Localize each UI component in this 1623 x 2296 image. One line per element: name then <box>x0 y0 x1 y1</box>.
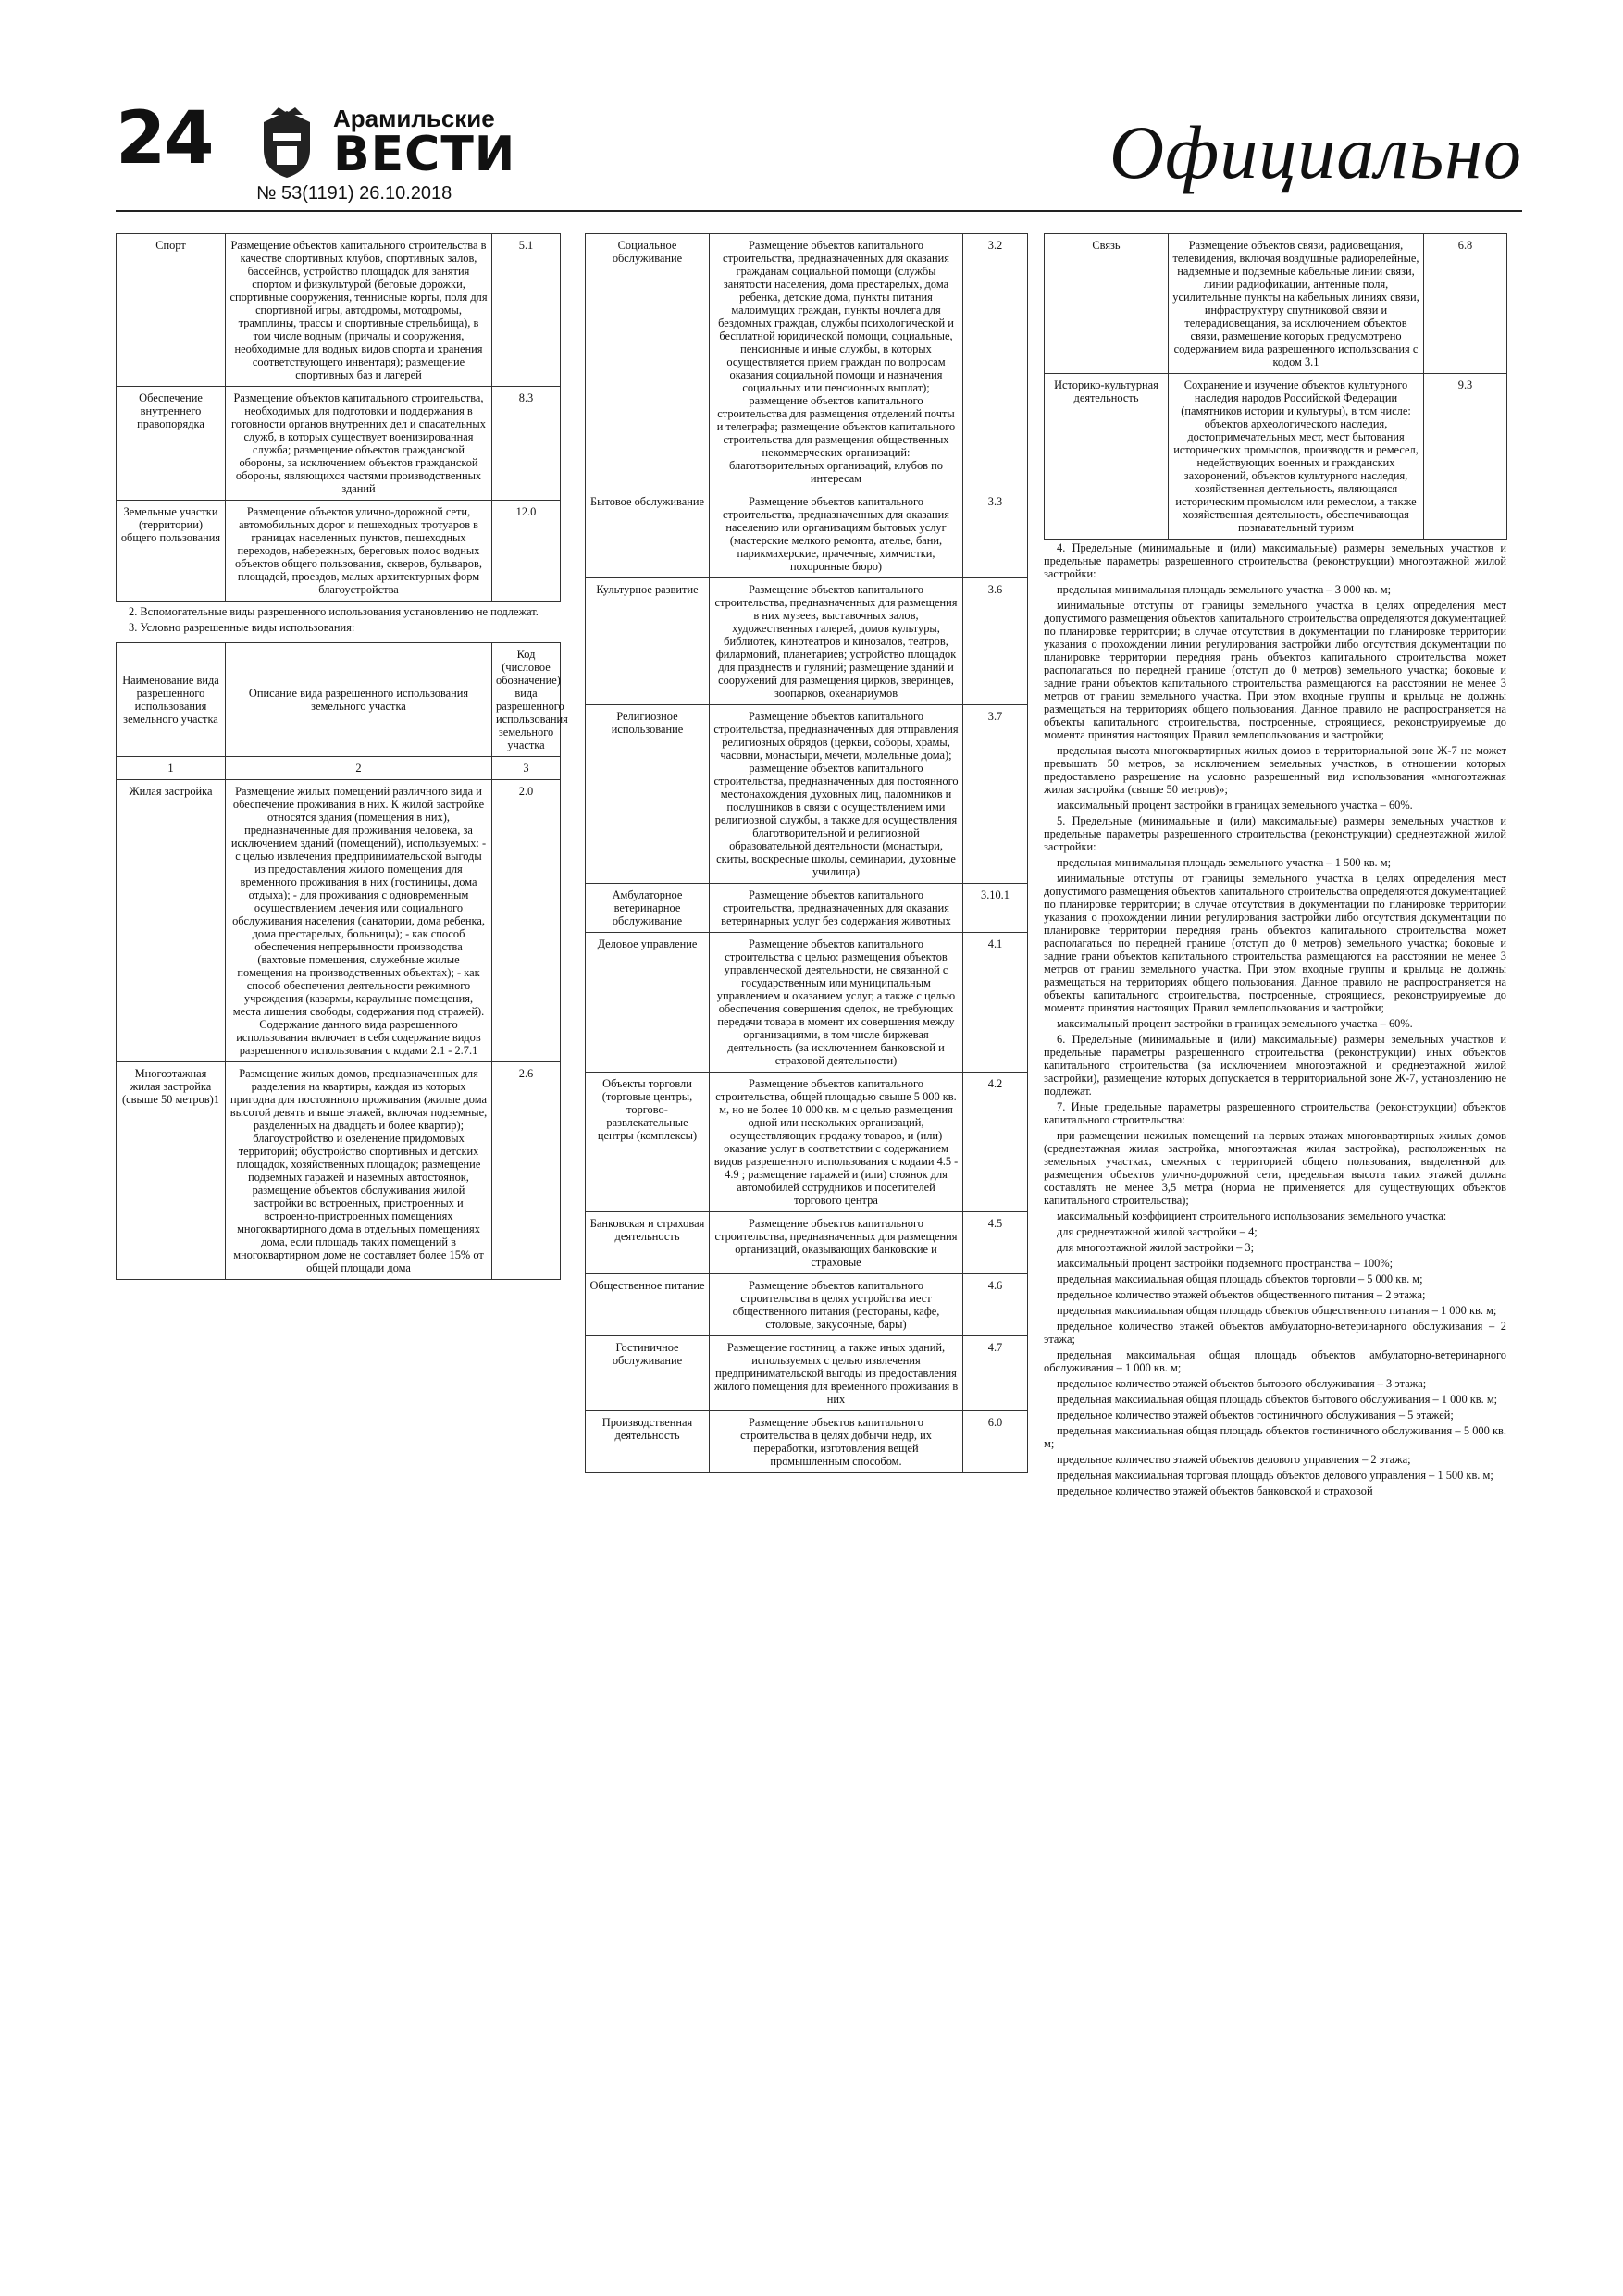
use-description: Размещение объектов капитального строительства, предназначенных для отправления религиозных обрядов (церкви, соборы, храмы, часовни, монастыри, мечети, молельные дома); размещение объектов капитального строительства, предназначенных для постоянного местонахождения духовных лиц, паломников и послушников в связи с осуществлением ими религиозной службы, а также для осуществления благотворительной и религиозной образовательной деятельности (монастыри, скиты, воскресные школы, семинарии, духовные училища) <box>710 705 963 884</box>
paragraph-3: 3. Условно разрешенные виды использования: <box>129 621 355 634</box>
use-description: Сохранение и изучение объектов культурного наследия народов Российской Федерации (памятников истории и культуры), в том числе: объектов археологического наследия, достопримечательных мест, мест бытования исторических промыслов, производств и ремесел, недействующих военных и гражданских захоронений, объектов культурного наследия, хозяйственная деятельность, являющаяся историческим промыслом или ремеслом, а также хозяйственная деятельность, обеспечивающая познавательный туризм <box>1169 374 1424 540</box>
use-code: 4.6 <box>963 1274 1028 1336</box>
body-paragraph: 7. Иные предельные параметры разрешенного строительства (реконструкции) объектов капитального строительства: <box>1044 1100 1506 1126</box>
header-desc: Описание вида разрешенного использования земельного участка <box>226 643 492 757</box>
use-name: Объекты торговли (торговые центры, торгово-развлекательные центры (комплексы) <box>586 1073 710 1212</box>
body-paragraph: при размещении нежилых помещений на первых этажах многоквартирных жилых домов (среднеэтажная жилая застройка, многоэтажная жилая застройка), расположенных на земельных участках, смежных с территорией общего пользования, выделенной для размещения объектов улично-дорожной сети, предельная высота таких этажей должна составлять не менее 3,5 метра (норма не применяется для существующих объектов капитального строительства); <box>1044 1129 1506 1207</box>
coat-of-arms-icon <box>254 105 319 180</box>
body-paragraph: 6. Предельные (минимальные и (или) максимальные) размеры земельных участков и предельные параметры разрешенного строительства (реконструкции) иных объектов капитального строительства (за исключением многоэтажной и среднеэтажной жилой застройки), размещение которых допускается в территориальной зоне Ж-7, установлению не подлежат. <box>1044 1033 1506 1098</box>
body-paragraph: предельная максимальная общая площадь объектов общественного питания – 1 000 кв. м; <box>1057 1304 1497 1317</box>
use-code: 4.7 <box>963 1336 1028 1411</box>
column-2 <box>585 233 1027 1473</box>
body-paragraph: для среднеэтажной жилой застройки – 4; <box>1057 1225 1258 1238</box>
table-row <box>586 884 1028 933</box>
use-name: Обеспечение внутреннего правопорядка <box>117 387 226 501</box>
use-name: Спорт <box>117 234 226 387</box>
uses-table-1 <box>116 233 561 602</box>
table-row <box>586 1411 1028 1473</box>
table-row <box>117 501 561 602</box>
body-paragraph: максимальный процент застройки в границах земельного участка – 60%. <box>1057 1017 1413 1030</box>
body-paragraph: предельное количество этажей объектов банковской и страховой <box>1057 1484 1373 1497</box>
body-paragraph: максимальный процент застройки подземного пространства – 100%; <box>1057 1257 1394 1270</box>
header-rule <box>116 210 1522 212</box>
body-paragraph: предельное количество этажей объектов амбулаторно-ветеринарного обслуживания – 2 этажа; <box>1044 1320 1506 1346</box>
body-paragraph: для многоэтажной жилой застройки – 3; <box>1057 1241 1255 1254</box>
use-name: Многоэтажная жилая застройка (свыше 50 метров)1 <box>117 1062 226 1280</box>
use-name: Производственная деятельность <box>586 1411 710 1473</box>
table-row <box>586 1336 1028 1411</box>
use-description: Размещение объектов капитального строительства, предназначенных для оказания ветеринарных услуг без содержания животных <box>710 884 963 933</box>
use-name: Связь <box>1045 234 1169 374</box>
use-code: 3.3 <box>963 490 1028 578</box>
table-row <box>117 1062 561 1280</box>
uses-table-3 <box>585 233 1028 1473</box>
use-code: 4.1 <box>963 933 1028 1073</box>
body-paragraph: предельное количество этажей объектов бытового обслуживания – 3 этажа; <box>1057 1377 1427 1390</box>
body-paragraph: 4. Предельные (минимальные и (или) максимальные) размеры земельных участков и предельные параметры разрешенного строительства (реконструкции) многоэтажной жилой застройки: <box>1044 541 1506 580</box>
body-paragraph: предельная максимальная общая площадь объектов торговли – 5 000 кв. м; <box>1057 1272 1423 1285</box>
body-paragraph: минимальные отступы от границы земельного участка в целях определения мест допустимого размещения объектов капитального строительства определяются документацией по планировке территории; в случае отсутствия в документации по планировке территории указания о прохождении линии регулирования застройки либо отсутствия документации по планировке территории передняя грань объектов капитального строительства может располагаться по передней границе (отступ до 0 метров) земельного участка; боковые и задние грани объектов капитального строительства размещаются на расстоянии не менее 3 метров от границ земельного участка. При этом входные группы и крыльца не должны размещаться на территориях общего пользования. Данное правило не распространяется на объекты капитального строительства, построенные, строящиеся, реконструируемые до момента принятия настоящих Правил землепользования и застройки; <box>1044 599 1506 741</box>
page-header <box>116 97 1522 208</box>
table-row <box>586 1212 1028 1274</box>
use-description: Размещение гостиниц, а также иных зданий, используемых с целью извлечения предпринимательской выгоды из предоставления жилого помещения для временного проживания в них <box>710 1336 963 1411</box>
table-row <box>586 490 1028 578</box>
use-name: Амбулаторное ветеринарное обслуживание <box>586 884 710 933</box>
use-description: Размещение жилых помещений различного вида и обеспечение проживания в них. К жилой застройке относятся здания (помещения в них), предназначенные для проживания человека, за исключением зданий (помещений), используемых: - с целью извлечения предпринимательской выгоды из предоставления жилого помещения для временного проживания в них (гостиницы, дома отдыха); - для проживания с одновременным осуществлением лечения или социального обслуживания населения (санатории, дома ребенка, дома престарелых, больницы); - как способ обеспечения непрерывности производства (вахтовые помещения, служебные жилые помещения на производственных объектах); - как способ обеспечения деятельности режимного учреждения (казармы, караульные помещения, места лишения свободы, содержания под стражей). Содержание данного вида разрешенного использования включает в себя содержание видов разрешенного использования с кодами 2.1 - 2.7.1 <box>226 780 492 1062</box>
use-name: Общественное питание <box>586 1274 710 1336</box>
use-name: Жилая застройка <box>117 780 226 1062</box>
table-row <box>586 705 1028 884</box>
use-code: 12.0 <box>492 501 561 602</box>
use-description: Размещение объектов капитального строительства в целях добычи недр, их переработки, изготовления вещей промышленным способом. <box>710 1411 963 1473</box>
uses-table-4 <box>1044 233 1507 540</box>
table-row <box>117 780 561 1062</box>
use-name: Земельные участки (территории) общего пользования <box>117 501 226 602</box>
use-description: Размещение объектов капитального строительства с целью: размещения объектов управленческой деятельности, не связанной с государственным или муниципальным управлением и оказанием услуг, а также с целью обеспечения совершения сделок, не требующих передачи товара в момент их совершения между организациями, в том числе биржевая деятельность (за исключением банковской и страховой деятельности) <box>710 933 963 1073</box>
table-row <box>117 234 561 387</box>
uses-table-2 <box>116 642 568 1280</box>
table-header-row <box>117 643 561 757</box>
use-name: Историко-культурная деятельность <box>1045 374 1169 540</box>
table-row <box>1045 234 1507 374</box>
body-paragraph: предельная минимальная площадь земельного участка – 1 500 кв. м; <box>1057 856 1392 869</box>
table-row <box>1045 374 1507 540</box>
body-paragraph: предельная максимальная общая площадь объектов гостиничного обслуживания – 5 000 кв. м; <box>1044 1424 1506 1450</box>
body-paragraph: максимальный коэффициент строительного использования земельного участка: <box>1057 1210 1447 1222</box>
body-paragraph: предельное количество этажей объектов гостиничного обслуживания – 5 этажей; <box>1057 1409 1454 1421</box>
use-description: Размещение объектов капитального строительства, предназначенных для размещения в них музеев, выставочных залов, художественных галерей, домов культуры, библиотек, кинотеатров и кинозалов, театров, филармоний, планетариев; устройство площадок для празднеств и гуляний; размещение зданий и сооружений для размещения цирков, зверинцев, зоопарков, океанариумов <box>710 578 963 705</box>
use-description: Размещение объектов капитального строительства, предназначенных для оказания населению или организациям бытовых услуг (мастерские мелкого ремонта, ателье, бани, парикмахерские, прачечные, химчистки, похоронные бюро) <box>710 490 963 578</box>
use-code: 4.5 <box>963 1212 1028 1274</box>
body-paragraph: предельная максимальная общая площадь объектов бытового обслуживания – 1 000 кв. м; <box>1057 1393 1498 1406</box>
body-paragraph: предельное количество этажей объектов общественного питания – 2 этажа; <box>1057 1288 1426 1301</box>
body-paragraph: максимальный процент застройки в границах земельного участка – 60%. <box>1057 799 1413 812</box>
body-paragraph: 5. Предельные (минимальные и (или) максимальные) размеры земельных участков и предельные параметры разрешенного строительства (реконструкции) среднеэтажной жилой застройки: <box>1044 814 1506 853</box>
table-row <box>586 234 1028 490</box>
use-name: Религиозное использование <box>586 705 710 884</box>
use-description: Размещение объектов капитального строительства в качестве спортивных клубов, спортивных залов, бассейнов, устройство площадок для занятия спортом и физкультурой (беговые дорожки, спортивные сооружения, теннисные корты, поля для спортивной игры, автодромы, мотодромы, трамплины, трассы и спортивные стрельбища), в том числе водным (причалы и сооружения, необходимые для водных видов спорта и хранения соответствующего инвентаря); размещение спортивных баз и лагерей <box>226 234 492 387</box>
table-row <box>586 578 1028 705</box>
table-row <box>586 933 1028 1073</box>
use-code: 6.8 <box>1424 234 1507 374</box>
use-description: Размещение объектов связи, радиовещания, телевидения, включая воздушные радиорелейные, надземные и подземные кабельные линии связи, линии радиофикации, антенные поля, усилительные пункты на кабельных линиях связи, инфраструктуру спутниковой связи и телерадиовещания, за исключением объектов связи, размещение которых предусмотрено содержанием вида разрешенного использования с кодом 3.1 <box>1169 234 1424 374</box>
page-number: 24 <box>116 97 213 180</box>
use-code: 2.6 <box>492 1062 561 1280</box>
col-number: 2 <box>226 757 492 780</box>
logo-main-text: ВЕСТИ <box>333 127 516 182</box>
use-description: Размещение объектов капитального строительства, предназначенных для размещения организаций, оказывающих банковские и страховые <box>710 1212 963 1274</box>
body-paragraph: предельное количество этажей объектов делового управления – 2 этажа; <box>1057 1453 1411 1466</box>
body-paragraph: предельная максимальная общая площадь объектов амбулаторно-ветеринарного обслуживания – 1 000 кв. м; <box>1044 1348 1506 1374</box>
use-description: Размещение объектов капитального строительства в целях устройства мест общественного питания (рестораны, кафе, столовые, закусочные, бары) <box>710 1274 963 1336</box>
use-name: Культурное развитие <box>586 578 710 705</box>
newspaper-logo <box>254 105 597 180</box>
table-row <box>586 1274 1028 1336</box>
use-description: Размещение объектов капитального строительства, предназначенных для оказания гражданам социальной помощи (службы занятости населения, дома престарелых, дома ребенка, детские дома, пункты питания малоимущих граждан, пункты ночлега для бездомных граждан, службы психологической и бесплатной юридической помощи, социальные, пенсионные и иные службы, в которых осуществляется прием граждан по вопросам оказания социальной помощи и назначения социальных или пенсионных выплат); размещение объектов капитального строительства для размещения отделений почты и телеграфа; размещение объектов капитального строительства для размещения общественных некоммерческих организаций: благотворительных организаций, клубов по интересам <box>710 234 963 490</box>
use-description: Размещение объектов капитального строительства, общей площадью свыше 5 000 кв. м, но не более 10 000 кв. м с целью размещения одной или нескольких организаций, осуществляющих продажу товаров, и (или) оказание услуг в соответствии с содержанием видов разрешенного использования с кодами 4.5 - 4.9 ; размещение гаражей и (или) стоянок для автомобилей сотрудников и посетителей торгового центра <box>710 1073 963 1212</box>
body-paragraph: предельная максимальная торговая площадь объектов делового управления – 1 500 кв. м; <box>1057 1469 1493 1482</box>
body-paragraph: минимальные отступы от границы земельного участка в целях определения мест допустимого размещения объектов капитального строительства определяются документацией по планировке территории; в случае отсутствия в документации по планировке территории указания о прохождении линии регулирования застройки либо отсутствия документации по планировке территории передняя грань объектов капитального строительства может располагаться по передней границе (отступ до 0 метров) земельного участка; боковые и задние грани объектов капитального строительства размещаются на расстоянии не менее 3 метров от границ земельного участка. При этом входные группы и крыльца не должны размещаться на территориях общего пользования. Данное правило не распространяется на объекты капитального строительства, построенные, строящиеся, реконструируемые до момента принятия настоящих Правил землепользования и застройки; <box>1044 872 1506 1014</box>
body-paragraph: предельная минимальная площадь земельного участка – 3 000 кв. м; <box>1057 583 1392 596</box>
use-code: 4.2 <box>963 1073 1028 1212</box>
use-code: 2.0 <box>492 780 561 1062</box>
paragraph-2: 2. Вспомогательные виды разрешенного использования установлению не подлежат. <box>129 605 539 618</box>
use-name: Бытовое обслуживание <box>586 490 710 578</box>
header-code: Код (числовое обозначение) вида разрешенного использования земельного участка <box>492 643 561 757</box>
body-paragraph: предельная высота многоквартирных жилых домов в территориальной зоне Ж-7 не может превышать 50 метров, за исключением земельных участков, в отношении которых предоставлено разрешение на условно разрешенный вид использования «многоэтажная жилая застройка (свыше 50 метров)»; <box>1044 744 1506 796</box>
header-name: Наименование вида разрешенного использования земельного участка <box>117 643 226 757</box>
use-name: Социальное обслуживание <box>586 234 710 490</box>
col-number: 1 <box>117 757 226 780</box>
table-row <box>586 1073 1028 1212</box>
use-name: Банковская и страховая деятельность <box>586 1212 710 1274</box>
use-code: 8.3 <box>492 387 561 501</box>
issue-info: № 53(1191) 26.10.2018 <box>256 183 452 204</box>
use-name: Гостиничное обслуживание <box>586 1336 710 1411</box>
use-code: 5.1 <box>492 234 561 387</box>
column-3 <box>1044 233 1506 1500</box>
use-code: 3.6 <box>963 578 1028 705</box>
table-number-row <box>117 757 561 780</box>
use-code: 3.2 <box>963 234 1028 490</box>
use-description: Размещение жилых домов, предназначенных для разделения на квартиры, каждая из которых пригодна для постоянного проживания (жилые дома высотой девять и выше этажей, включая подземные, разделенных на двадцать и более квартир); благоустройство и озеленение придомовых территорий; обустройство спортивных и детских площадок, хозяйственных площадок; размещение подземных гаражей и наземных автостоянок, размещение объектов обслуживания жилой застройки во встроенных, пристроенных и встроенно-пристроенных помещениях многоквартирного дома в отдельных помещениях дома, если площадь таких помещений в многоквартирном доме не составляет более 15% от общей площади дома <box>226 1062 492 1280</box>
col-number: 3 <box>492 757 561 780</box>
section-title: Официально <box>1109 110 1522 194</box>
table-row <box>117 387 561 501</box>
use-name: Деловое управление <box>586 933 710 1073</box>
column-1 <box>116 233 568 1280</box>
use-description: Размещение объектов улично-дорожной сети, автомобильных дорог и пешеходных тротуаров в границах населенных пунктов, пешеходных переходов, набережных, береговых полос водных объектов общего пользования, скверов, бульваров, площадей, проездов, малых архитектурных форм благоустройства <box>226 501 492 602</box>
use-code: 9.3 <box>1424 374 1507 540</box>
logo-top-text: Арамильские <box>333 105 495 132</box>
use-description: Размещение объектов капитального строительства, необходимых для подготовки и поддержания в готовности органов внутренних дел и спасательных служб, в которых существует военизированная служба; размещение объектов гражданской обороны, за исключением объектов гражданской обороны, являющихся частями производственных зданий <box>226 387 492 501</box>
use-code: 3.7 <box>963 705 1028 884</box>
use-code: 3.10.1 <box>963 884 1028 933</box>
use-code: 6.0 <box>963 1411 1028 1473</box>
